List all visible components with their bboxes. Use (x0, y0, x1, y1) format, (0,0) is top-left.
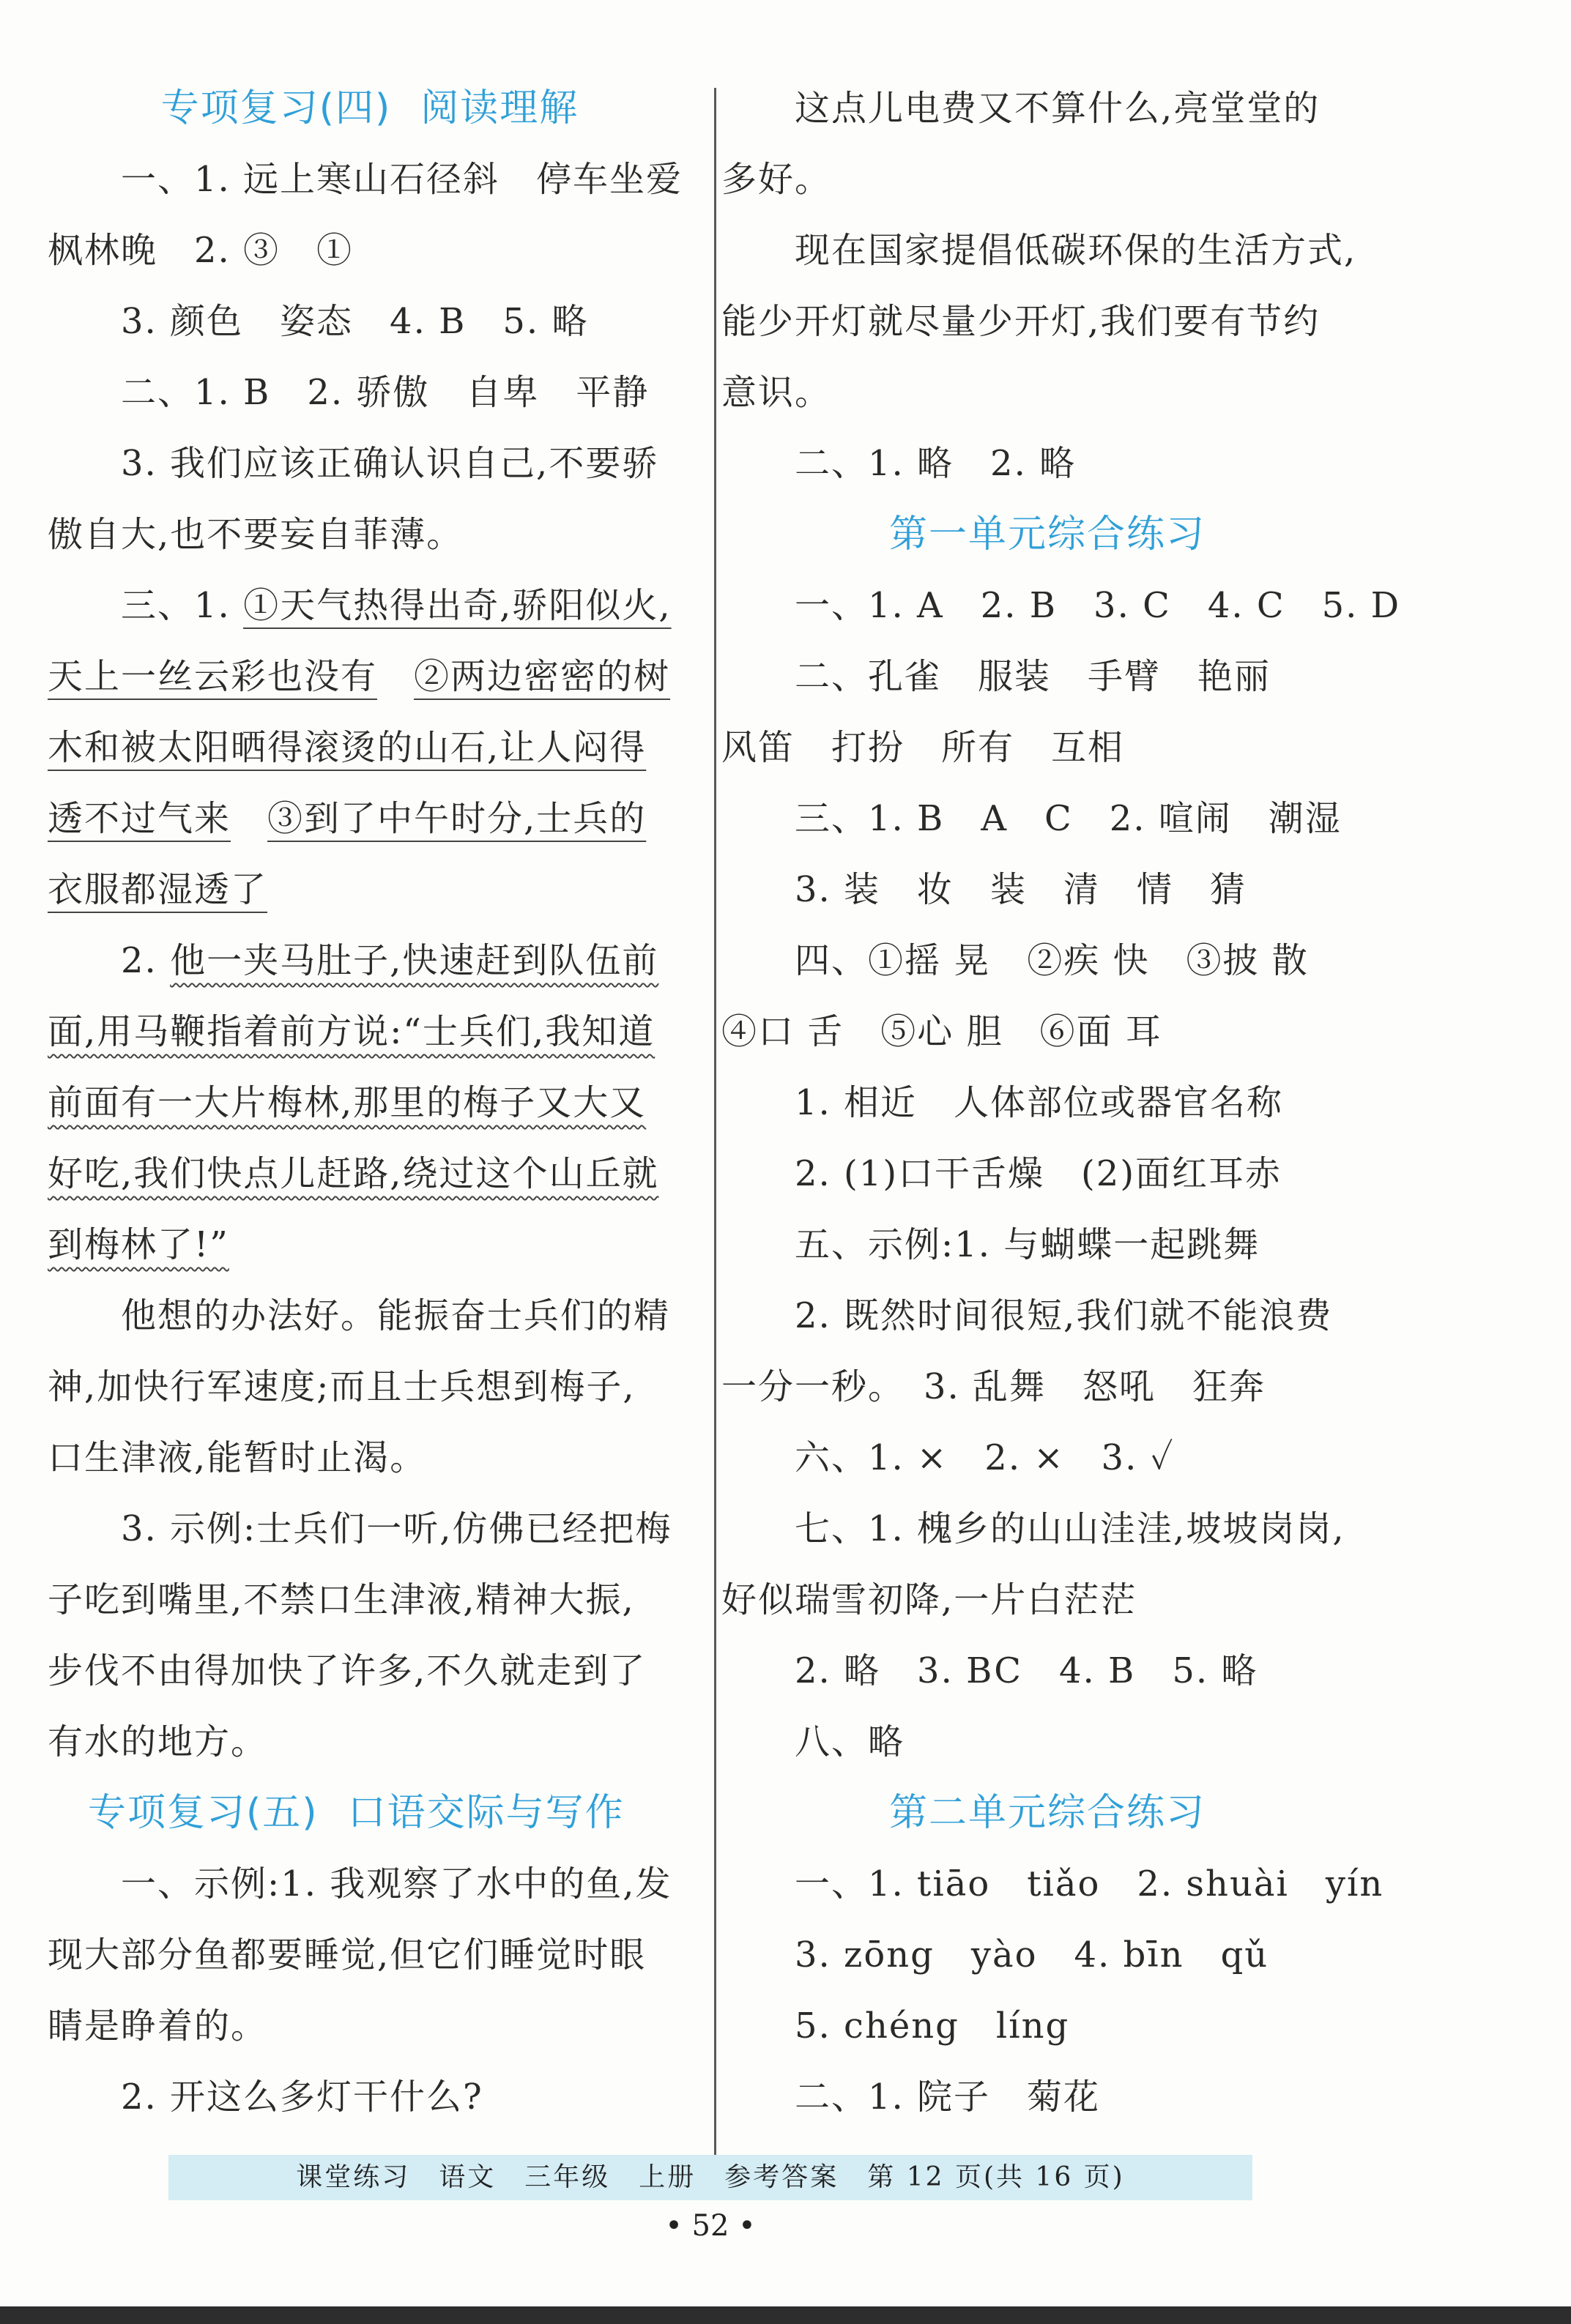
answer-line: 二、1. 院子 菊花 (795, 2077, 1101, 2118)
answer-line: 八、略 (795, 1721, 905, 1762)
underlined-sentence: ③到了中午时分,士兵的 (267, 798, 647, 839)
answer-line: 现在国家提倡低碳环保的生活方式, (795, 230, 1357, 271)
answer-line (48, 783, 692, 854)
answer-line: 他想的办法好。能振奋士兵们的精 (121, 1295, 671, 1336)
section-heading-review-5 (48, 1778, 692, 1849)
answer-line: 七、1. 槐乡的山山洼洼,坡坡岗岗, (795, 1508, 1345, 1549)
answer-line (48, 1139, 692, 1210)
answer-line: 3. 装 妆 装 清 情 猜 (795, 869, 1247, 910)
answer-line: 二、1. 略 2. 略 (795, 443, 1077, 484)
left-column (48, 73, 692, 2133)
underlined-sentence: ②两边密密的树 (414, 656, 671, 697)
answer-line (48, 997, 692, 1068)
answer-line: 2. 既然时间很短,我们就不能浪费 (795, 1295, 1333, 1336)
answer-line: 一分一秒。 3. 乱舞 怒吼 狂奔 (721, 1366, 1266, 1407)
section-heading-unit-2: 第二单元综合练习 (888, 1791, 1206, 1835)
underlined-sentence: 衣服都湿透了 (48, 869, 268, 910)
underlined-sentence: 木和被太阳晒得滚烫的山石,让人闷得 (48, 727, 647, 768)
scan-edge (0, 2306, 1571, 2324)
heading-part: 专项复习(五) (88, 1791, 319, 1835)
right-column (721, 73, 1401, 2133)
answer-line (48, 712, 692, 783)
answer-line (48, 854, 692, 925)
answer-line: 1. 相近 人体部位或器官名称 (795, 1082, 1284, 1123)
page-number: • 52 • (665, 2209, 756, 2243)
answer-line: 枫林晚 2. ③ ① (48, 230, 354, 271)
answer-line: 一、1. tiāo tiǎo 2. shuài yín (795, 1863, 1384, 1904)
answer-line: 子吃到嘴里,不禁口生津液,精神大振, (48, 1579, 635, 1620)
answer-line: 能少开灯就尽量少开灯,我们要有节约 (721, 301, 1321, 342)
answer-line: 有水的地方。 (48, 1721, 268, 1762)
answer-line (48, 641, 692, 712)
section-heading-review-4 (48, 73, 692, 144)
answer-line: 一、1. 远上寒山石径斜 停车坐爱 (121, 159, 683, 200)
answer-line: 口生津液,能暂时止渴。 (48, 1437, 427, 1478)
wavy-underlined-sentence: 好吃,我们快点儿赶路,绕过这个山丘就 (48, 1153, 659, 1194)
footer-bar: 课堂练习 语文 三年级 上册 参考答案 第 12 页(共 16 页) (168, 2155, 1252, 2200)
underlined-sentence: ①天气热得出奇,骄阳似火, (243, 585, 672, 626)
wavy-underlined-sentence: 前面有一大片梅林,那里的梅子又大又 (48, 1082, 647, 1123)
answer-line: 傲自大,也不要妄自菲薄。 (48, 514, 464, 555)
heading-part: 专项复习(四) (160, 86, 392, 130)
answer-line: 二、孔雀 服装 手臂 艳丽 (795, 656, 1271, 697)
answer-line: 2. 开这么多灯干什么? (121, 2077, 483, 2118)
answer-line: 3. zōng yào 4. bīn qǔ (795, 1934, 1269, 1975)
answer-line: 一、示例:1. 我观察了水中的鱼,发 (121, 1863, 672, 1904)
answer-line: 3. 颜色 姿态 4. B 5. 略 (121, 301, 589, 342)
answer-line: 五、示例:1. 与蝴蝶一起跳舞 (795, 1224, 1260, 1265)
answer-line: 2. 略 3. BC 4. B 5. 略 (795, 1650, 1258, 1691)
answer-line: 二、1. B 2. 骄傲 自卑 平静 (121, 372, 650, 413)
section-heading-unit-1: 第一单元综合练习 (888, 513, 1206, 556)
wavy-underlined-sentence: 面,用马鞭指着前方说:“士兵们,我知道 (48, 1011, 655, 1052)
answer-line: 好似瑞雪初降,一片白茫茫 (721, 1579, 1137, 1620)
underlined-sentence: 透不过气来 (48, 798, 231, 839)
answer-line (48, 925, 692, 997)
answer-line: 四、①摇 晃 ②疾 快 ③披 散 (795, 940, 1309, 981)
wavy-underlined-sentence: 他一夹马肚子,快速赶到队伍前 (170, 940, 659, 981)
answer-line (48, 1210, 692, 1281)
answer-line: 多好。 (721, 159, 832, 200)
answer-line: 一、1. A 2. B 3. C 4. C 5. D (795, 585, 1401, 626)
answer-line: 风笛 打扮 所有 互相 (721, 727, 1125, 768)
answer-line: 神,加快行军速度;而且士兵想到梅子, (48, 1366, 636, 1407)
answer-line: 5. chéng líng (795, 2005, 1070, 2046)
answer-line: 三、1. B A C 2. 喧闹 潮湿 (795, 798, 1342, 839)
column-divider (714, 88, 716, 2160)
answer-line: 六、1. × 2. × 3. ✓ (795, 1437, 1175, 1478)
answer-line: 睛是睁着的。 (48, 2005, 268, 2046)
answer-line: ④口 舌 ⑤心 胆 ⑥面 耳 (721, 1011, 1162, 1052)
heading-part: 口语交际与写作 (347, 1791, 625, 1835)
question-number: 2. (121, 940, 171, 981)
answer-line: 步伐不由得加快了许多,不久就走到了 (48, 1650, 647, 1691)
answer-line: 3. 我们应该正确认识自己,不要骄 (121, 443, 659, 484)
question-number: 三、1. (121, 585, 244, 626)
answer-line: 这点儿电费又不算什么,亮堂堂的 (795, 88, 1321, 129)
answer-line (48, 570, 692, 641)
answer-line: 意识。 (721, 372, 832, 413)
answer-line: 现大部分鱼都要睡觉,但它们睡觉时眼 (48, 1934, 647, 1975)
answer-line: 3. 示例:士兵们一听,仿佛已经把梅 (121, 1508, 672, 1549)
heading-part: 阅读理解 (420, 86, 579, 130)
underlined-sentence: 天上一丝云彩也没有 (48, 656, 378, 697)
wavy-underlined-sentence: 到梅林了!” (48, 1224, 229, 1265)
answer-line (48, 1068, 692, 1139)
answer-line: 2. (1)口干舌燥 (2)面红耳赤 (795, 1153, 1282, 1194)
